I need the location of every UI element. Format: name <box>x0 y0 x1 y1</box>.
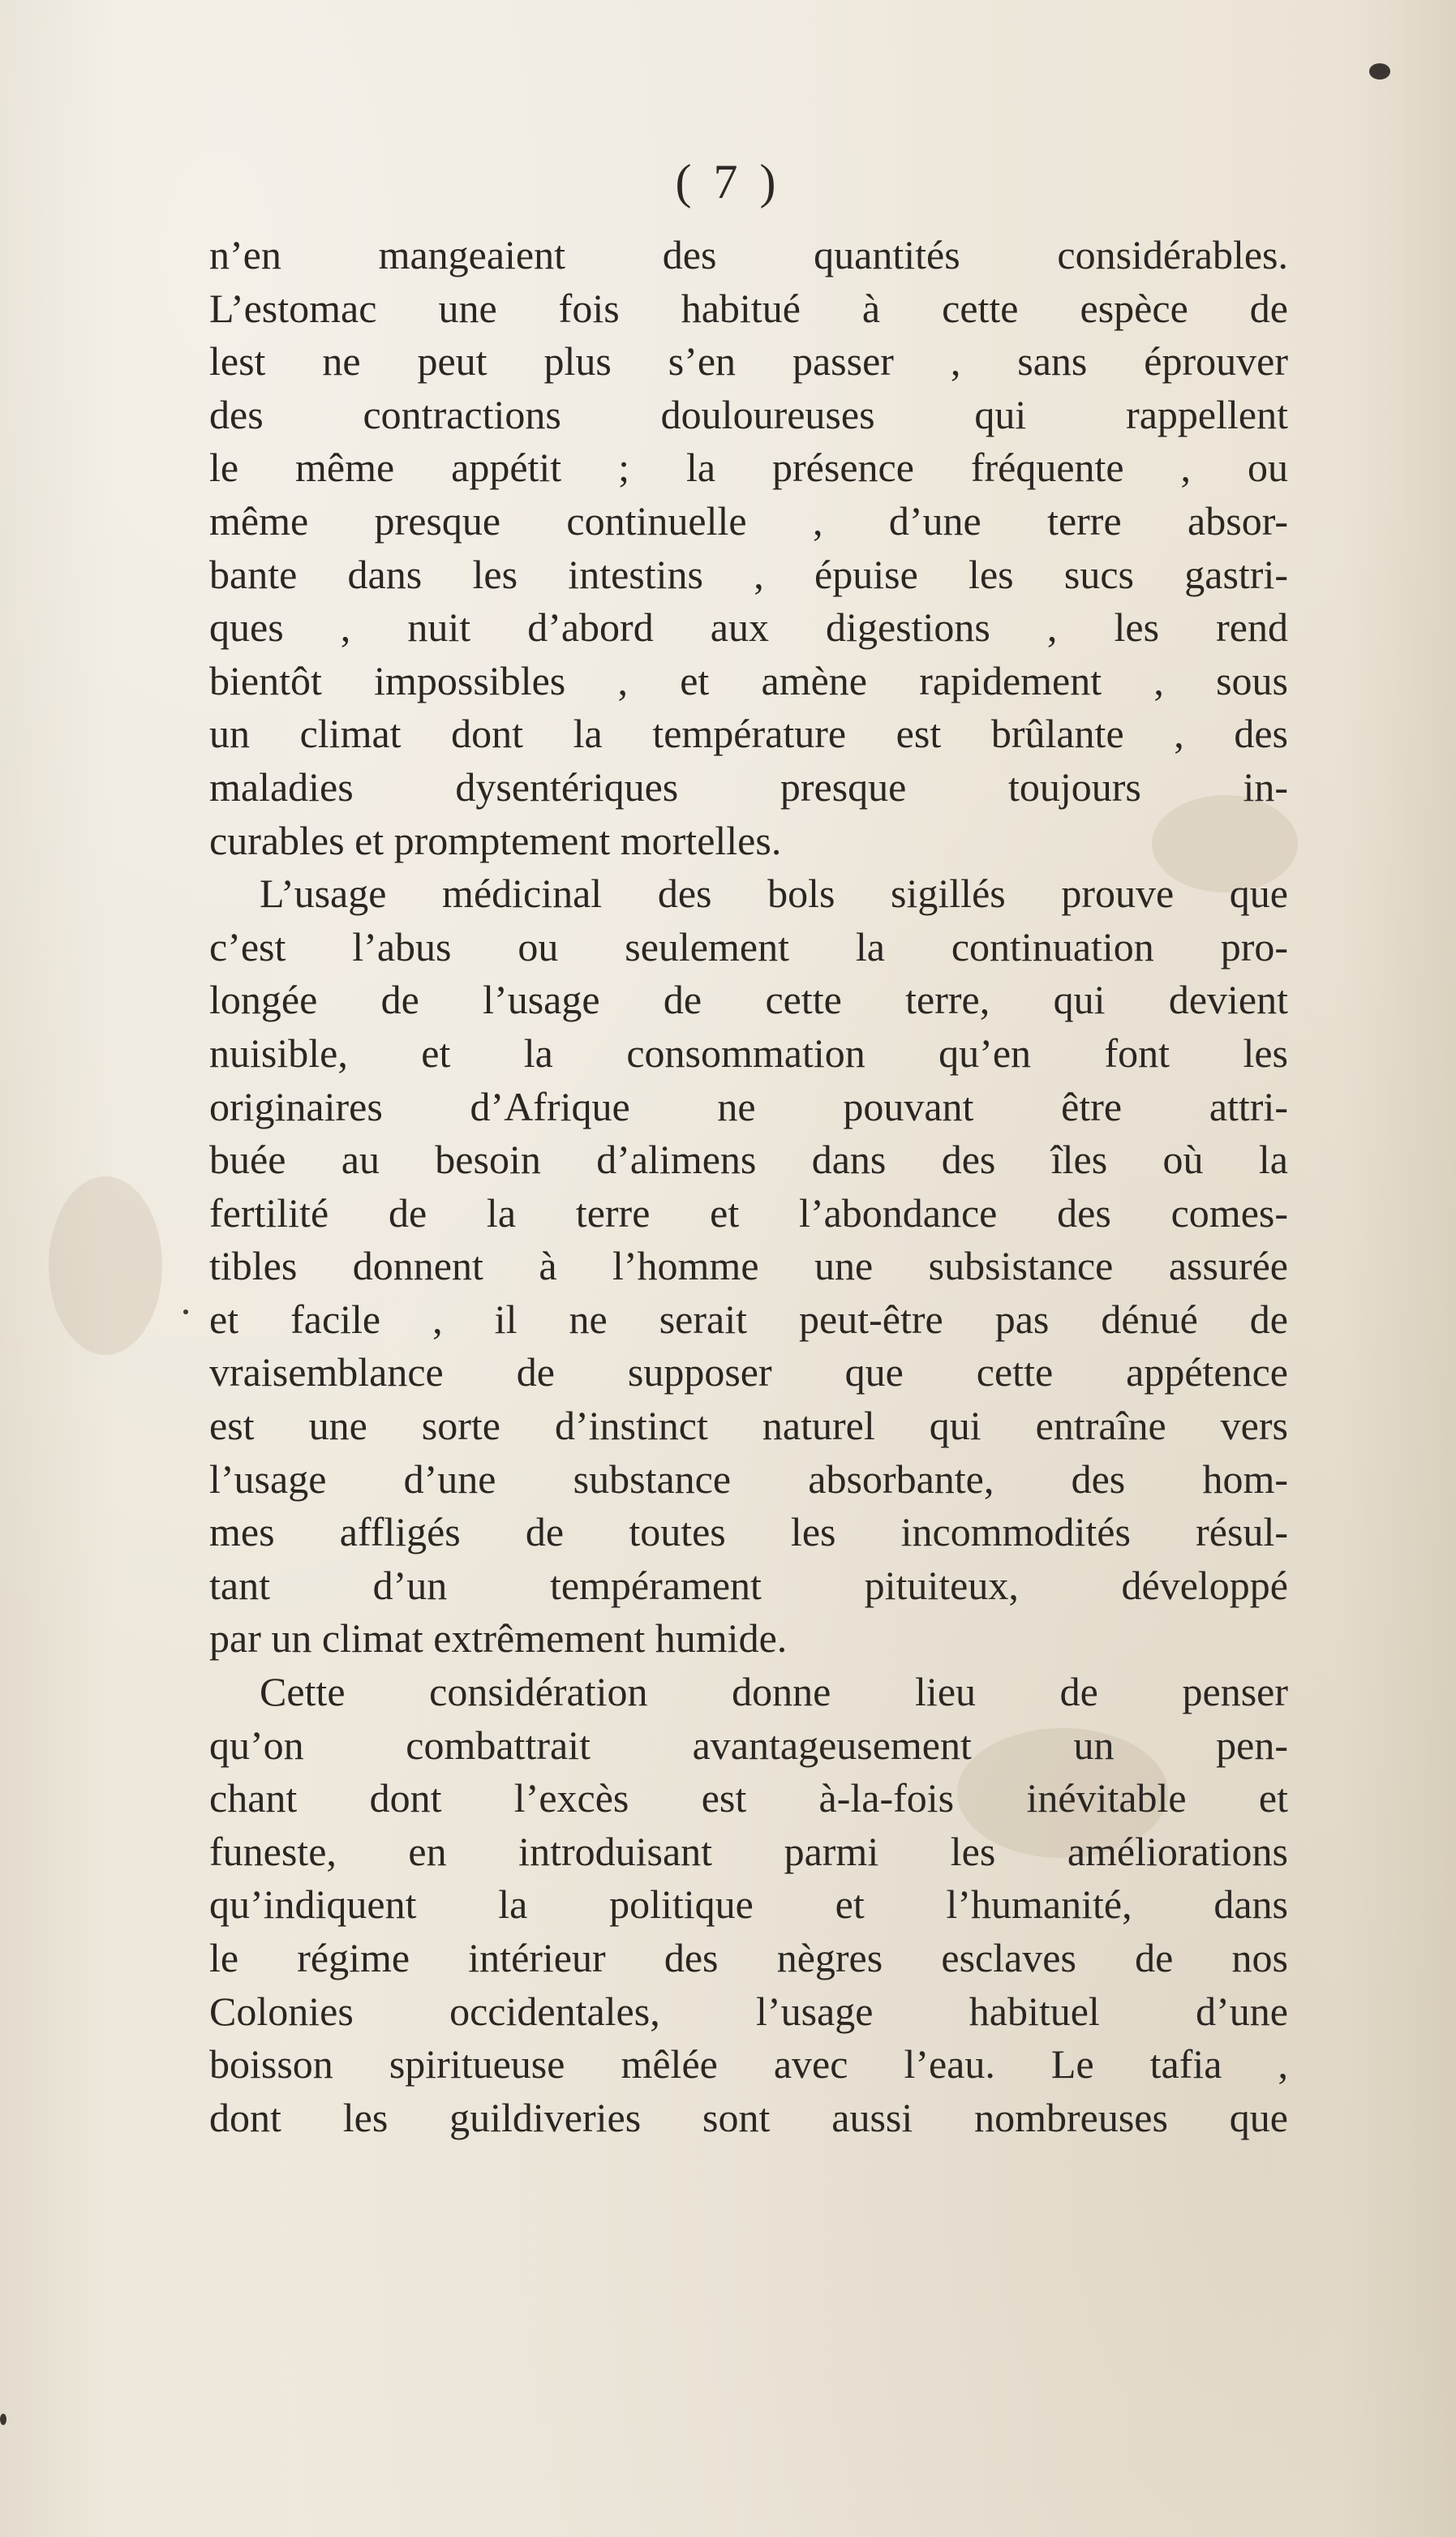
text-line: lest ne peut plus s’en passer , sans éprouver <box>209 338 1288 385</box>
text-line: funeste, en introduisant parmi les améliorations <box>209 1828 1288 1874</box>
text-line: le régime intérieur des nègres esclaves de nos <box>209 1935 1288 1980</box>
text-line: dont les guildiveries sont aussi nombreuses que <box>209 2094 1288 2140</box>
text-line: qu’indiquent la politique et l’humanité, dans <box>209 1881 1288 1928</box>
text-line: Cette considération donne lieu de penser <box>260 1669 1288 1715</box>
ink-spot <box>183 1309 188 1314</box>
text-line: maladies dysentériques presque toujours in- <box>209 763 1288 810</box>
text-line: curables et promptement mortelles. <box>209 817 782 863</box>
text-line: chant dont l’excès est à-la-fois inévitable et <box>209 1775 1288 1821</box>
paper-stain <box>49 1176 162 1355</box>
text-line: est une sorte d’instinct naturel qui entraîne vers <box>209 1403 1288 1449</box>
body-text <box>209 229 1288 2144</box>
text-line: qu’on combattrait avantageusement un pen- <box>209 1722 1288 1768</box>
text-line: tant d’un tempérament pituiteux, développé <box>209 1562 1288 1608</box>
text-line: n’en mangeaient des quantités considérables. <box>209 232 1288 277</box>
text-line: tibles donnent à l’homme une subsistance assurée <box>209 1243 1288 1289</box>
text-line: même presque continuelle , d’une terre absor- <box>209 497 1288 544</box>
text-line: un climat dont la température est brûlante , des <box>209 711 1288 757</box>
text-line: fertilité de la terre et l’abondance des comes- <box>209 1189 1288 1236</box>
text-line: Colonies occidentales, l’usage habituel d’une <box>209 1988 1288 2034</box>
text-line: mes affligés de toutes les incommodités résul- <box>209 1509 1288 1555</box>
text-line: ques , nuit d’abord aux digestions , les rend <box>209 604 1288 651</box>
text-line: et facile , il ne serait peut-être pas dénué de <box>209 1296 1288 1342</box>
text-line: L’usage médicinal des bols sigillés prouve que <box>260 871 1288 917</box>
text-line: buée au besoin d’alimens dans des îles où la <box>209 1137 1288 1183</box>
text-line: originaires d’Afrique ne pouvant être attri- <box>209 1083 1288 1129</box>
text-line: nuisible, et la consommation qu’en font les <box>209 1030 1288 1076</box>
text-line: L’estomac une fois habitué à cette espèce de <box>209 285 1288 331</box>
text-line: vraisemblance de supposer que cette appétence <box>209 1349 1288 1395</box>
ink-spot <box>1369 63 1390 80</box>
text-line: c’est l’abus ou seulement la continuation pro- <box>209 923 1288 970</box>
text-line: l’usage d’une substance absorbante, des hom- <box>209 1456 1288 1502</box>
text-line: par un climat extrêmement humide. <box>209 1615 788 1662</box>
text-line: boisson spiritueuse mêlée avec l’eau. Le tafia , <box>209 2041 1288 2088</box>
text-line: le même appétit ; la présence fréquente , ou <box>209 445 1288 491</box>
text-line: longée de l’usage de cette terre, qui devient <box>209 977 1288 1023</box>
text-line: bante dans les intestins , épuise les sucs gastri- <box>209 551 1288 597</box>
text-line: des contractions douloureuses qui rappellent <box>209 391 1288 437</box>
page-number: ( 7 ) <box>675 155 781 209</box>
text-line: bientôt impossibles , et amène rapidement , sous <box>209 657 1288 703</box>
ink-spot <box>0 2414 6 2425</box>
